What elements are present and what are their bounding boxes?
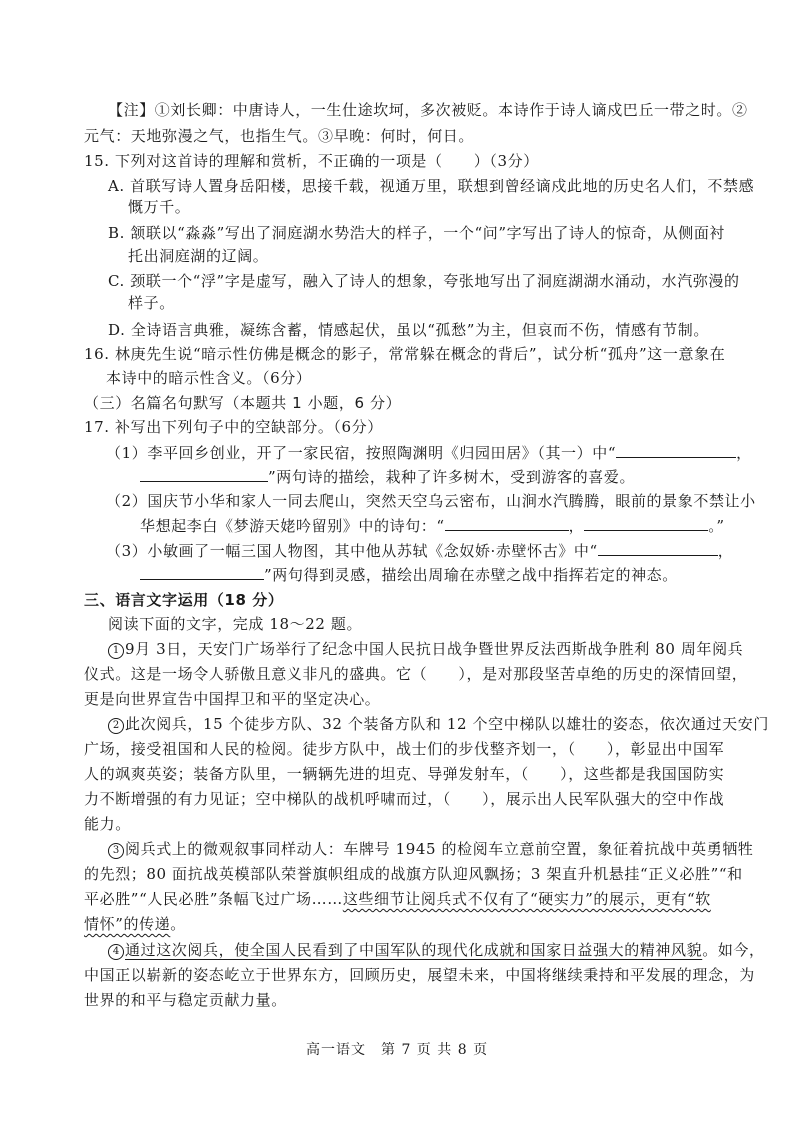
circled-number-1: 1 [108, 643, 124, 659]
reading-intro: 阅读下面的文字，完成 18～22 题。 [108, 615, 363, 633]
q15-option-a-cont: 慨万千。 [128, 198, 191, 216]
answer-blank-5[interactable] [598, 540, 718, 556]
q15-option-b: B. 颔联以“淼淼”写出了洞庭湖水势浩大的样子，一个“问”字写出了诗人的惊奇，从侧面衬 [108, 224, 726, 242]
passage-p2-line-4: 力不断增强的有力见证；空中梯队的战机呼啸而过，（ ），展示出人民军队强大的空中作战 [84, 790, 725, 808]
q17-item-1-text: （1）李平回乡创业，开了一家民宿，按照陶渊明《归园田居》（其一）中“ [106, 444, 617, 462]
note-line-2: 元气：天地弥漫之气，也指生气。③早晚：何时，何日。 [84, 127, 475, 145]
q17-item-1-line-1 [106, 442, 752, 463]
q17-item-3-comma: ， [717, 542, 734, 560]
passage-p4-line-3: 世界的和平与稳定贡献力量。 [84, 991, 287, 1009]
p4-text-1b: 。如今， [702, 941, 765, 959]
passage-p3-line-1 [108, 839, 754, 859]
passage-p2-line-2: 广场，接受祖国和人民的检阅。徒步方队中，战士们的步伐整齐划一，（ ），彰显出中国军 [84, 740, 725, 758]
passage-p3-line-2: 的先烈；80 面抗战英模部队荣誉旗帜组成的战旗方队迎风飘扬；3 架直升机悬挂“正义必胜”“和 [84, 865, 743, 883]
passage-p2-line-1 [108, 714, 769, 734]
q15-option-c: C. 颈联一个“浮”字是虚写，融入了诗人的想象，夸张地写出了洞庭湖湖水涌动，水汽弥漫的 [108, 272, 740, 290]
wavy-underlined-sentence: 这些细节让阅兵式不仅有了“硬实力”的展示，更有“软 [342, 890, 711, 908]
passage-p1-line-3: 更是向世界宣告中国捍卫和平的坚定决心。 [84, 690, 381, 708]
q17-item-1-line-2 [140, 466, 635, 487]
part-3-heading: 三、语言文字运用（18 分） [84, 591, 284, 609]
passage-p1-line-2: 仪式。这是一场令人骄傲且意义非凡的盛典。它（ ），是对那段坚苦卓绝的历史的深情回望， [84, 665, 748, 683]
q17-item-3-text: （3）小敏画了一幅三国人物图，其中他从苏轼《念奴娇·赤壁怀古》中“ [106, 542, 598, 560]
q15-option-a: A. 首联写诗人置身岳阳楼，思接千载，视通万里，联想到曾经谪戍此地的历史名人们，不禁感 [108, 177, 755, 195]
question-16-line-1: 16. 林庚先生说“暗示性仿佛是概念的影子，常常躲在概念的背后”，试分析“孤舟”这一意象在 [84, 345, 726, 363]
q17-item-1-text-2: ”两句诗的描绘，栽种了许多树木，受到游客的喜爱。 [268, 468, 636, 486]
circled-number-3: 3 [108, 843, 124, 859]
underlined-sentence: 通过这次阅兵，使全国人民看到了中国军队的现代化成就和国家日益强大的精神风貌 [125, 941, 703, 959]
passage-p2-line-5: 能力。 [84, 815, 131, 833]
page-footer: 高一语文 第 7 页 共 8 页 [306, 1042, 489, 1058]
q17-item-2-comma: ， [568, 517, 585, 535]
question-17-stem: 17. 补写出下列句子中的空缺部分。（6分） [84, 418, 383, 436]
passage-p2-line-3: 人的飒爽英姿；装备方队里，一辆辆先进的坦克、导弹发射车，（ ），这些都是我国国防实 [84, 765, 725, 783]
p2-text-1: 此次阅兵，15 个徒步方队、32 个装备方队和 12 个空中梯队以雄壮的姿态，依次通过天安门 [125, 715, 769, 733]
p3-period: 。 [170, 915, 186, 933]
passage-p4-line-2: 中国正以崭新的姿态屹立于世界东方，回顾历史，展望未来，中国将继续秉持和平发展的理念，为 [84, 966, 755, 984]
answer-blank-2[interactable] [140, 466, 268, 482]
passage-p4-line-1 [108, 940, 765, 960]
q15-option-c-cont: 样子。 [128, 294, 175, 312]
question-15-stem: 15. 下列对这首诗的理解和赏析，不正确的一项是（ ）（3分） [84, 152, 539, 170]
passage-p1-line-1 [108, 639, 743, 659]
answer-blank-4[interactable] [584, 515, 708, 531]
p3-text-1: 阅兵式上的微观叙事同样动人：车牌号 1945 的检阅车立意前空置，象征着抗战中英勇牺牲 [125, 840, 754, 858]
q17-item-2-line-1: （2）国庆节小华和家人一同去爬山，突然天空乌云密布，山涧水汽腾腾，眼前的景象不禁让小 [106, 492, 756, 510]
passage-p3-line-4 [84, 914, 186, 934]
q17-item-1-comma: ， [736, 444, 752, 462]
q17-item-2-end: 。” [708, 517, 725, 535]
circled-number-4: 4 [108, 944, 124, 960]
p1-text-1: 9月 3日，天安门广场举行了纪念中国人民抗日战争暨世界反法西斯战争胜利 80 周年阅兵 [125, 640, 744, 658]
q17-item-3-line-2 [140, 564, 678, 585]
wavy-underlined-sentence-end: 情怀”的传递 [84, 915, 171, 933]
question-16-line-2: 本诗中的暗示性含义。（6分） [106, 369, 312, 387]
q15-option-d: D. 全诗语言典雅，凝练含蓄，情感起伏，虽以“孤愁”为主，但哀而不伤，情感有节制。 [108, 321, 709, 339]
passage-p3-line-3 [84, 889, 711, 909]
q17-item-2-text: 华想起李白《梦游天姥吟留别》中的诗句：“ [140, 517, 445, 535]
q15-option-b-cont: 托出洞庭湖的辽阔。 [128, 247, 269, 265]
q17-item-2-line-2 [140, 515, 725, 536]
answer-blank-1[interactable] [616, 442, 736, 458]
answer-blank-3[interactable] [445, 515, 569, 531]
section-3-heading: （三）名篇名句默写（本题共 1 小题，6 分） [84, 394, 402, 412]
q17-item-3-text-2: ”两句得到灵感，描绘出周瑜在赤壁之战中指挥若定的神态。 [264, 566, 678, 584]
p3-text-3a: 平必胜”“人民必胜”条幅飞过广场…… [84, 890, 343, 908]
q17-item-3-line-1 [106, 540, 733, 561]
circled-number-2: 2 [108, 718, 124, 734]
answer-blank-6[interactable] [140, 564, 264, 580]
note-line-1: 【注】①刘长卿：中唐诗人，一生仕途坎坷，多次被贬。本诗作于诗人谪戍巴丘一带之时。② [108, 101, 748, 119]
